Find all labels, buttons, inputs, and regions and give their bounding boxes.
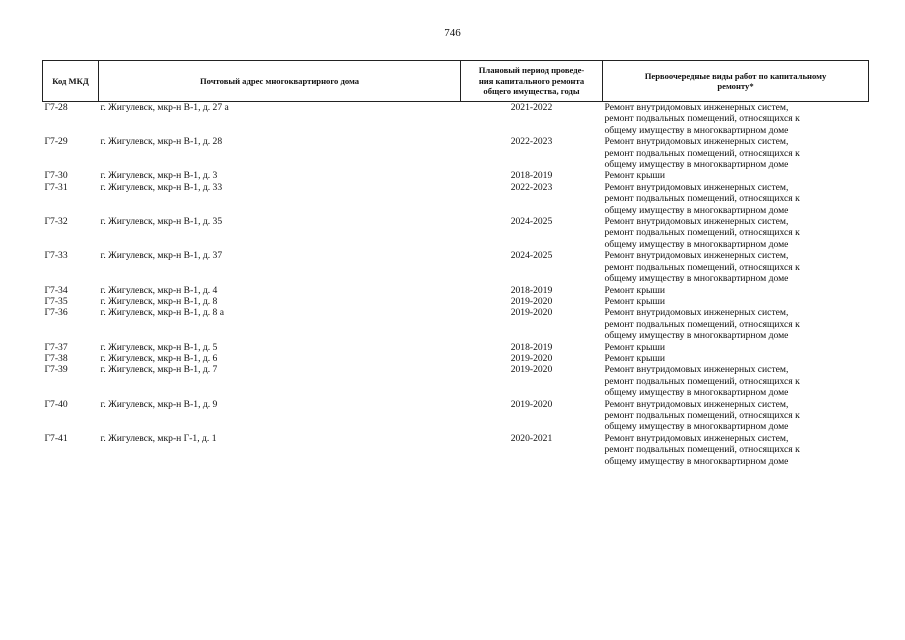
works-line: Ремонт внутридомовых инженерных систем,: [604, 216, 789, 228]
cell-address: г. Жигулевск, мкр-н В-1, д. 5: [100, 341, 218, 353]
table-row: [43, 353, 869, 364]
cell-address: г. Жигулевск, мкр-н В-1, д. 9: [100, 398, 218, 410]
cell-code: Г7-38: [44, 352, 68, 364]
table-row: [43, 307, 869, 341]
cell-address: г. Жигулевск, мкр-н В-1, д. 35: [100, 216, 223, 228]
header-period-line: общего имущества, годы: [483, 86, 580, 97]
works-line: Ремонт крыши: [604, 284, 665, 296]
works-line: общему имуществу в многоквартирном доме: [604, 387, 789, 399]
cell-works: [603, 182, 869, 216]
works-line: Ремонт внутридомовых инженерных систем,: [604, 364, 789, 376]
works-line: Ремонт крыши: [604, 170, 665, 182]
table-row: [43, 216, 869, 250]
cell-address: г. Жигулевск, мкр-н В-1, д. 8 а: [100, 307, 224, 319]
cell-works: [603, 216, 869, 250]
works-line: общему имуществу в многоквартирном доме: [604, 124, 789, 136]
header-works-line: Первоочередные виды работ по капитальному: [644, 70, 827, 81]
table-row: [43, 342, 869, 353]
works-line: Ремонт крыши: [604, 352, 665, 364]
table-row: [43, 170, 869, 181]
header-period-line: Плановый период проведе-: [478, 65, 585, 76]
cell-period: 2019-2020: [510, 364, 553, 376]
table-row: [43, 399, 869, 433]
cell-period: 2019-2020: [510, 307, 553, 319]
works-line: Ремонт внутридомовых инженерных систем,: [604, 181, 789, 193]
cell-code: Г7-40: [44, 398, 68, 410]
cell-address: г. Жигулевск, мкр-н В-1, д. 7: [100, 364, 218, 376]
page-number: 746: [444, 27, 461, 39]
works-line: ремонт подвальных помещений, относящихся к: [604, 147, 800, 159]
cell-code: Г7-31: [44, 181, 68, 193]
cell-address: г. Жигулевск, мкр-н В-1, д. 27 а: [100, 102, 229, 113]
works-line: Ремонт внутридомовых инженерных систем,: [604, 307, 789, 319]
cell-code: Г7-28: [44, 102, 68, 113]
table-row: [43, 102, 869, 137]
cell-works: [603, 353, 869, 364]
cell-address: г. Жигулевск, мкр-н В-1, д. 37: [100, 250, 223, 262]
cell-period: 2024-2025: [510, 250, 553, 262]
cell-works: [603, 307, 869, 341]
works-line: общему имуществу в многоквартирном доме: [604, 273, 789, 285]
table-row: [43, 250, 869, 284]
works-line: Ремонт внутридомовых инженерных систем,: [604, 102, 789, 113]
cell-code: Г7-30: [44, 170, 68, 182]
works-line: ремонт подвальных помещений, относящихся к: [604, 375, 800, 387]
works-line: Ремонт внутридомовых инженерных систем,: [604, 398, 789, 410]
cell-period: 2019-2020: [510, 398, 553, 410]
header-works: [603, 61, 869, 102]
table-row: [43, 296, 869, 307]
header-period-line: ния капитального ремонта: [478, 75, 585, 86]
cell-period: 2018-2019: [510, 341, 553, 353]
cell-period: 2022-2023: [510, 181, 553, 193]
cell-code: Г7-34: [44, 284, 68, 296]
table-row: [43, 285, 869, 296]
cell-works: [603, 250, 869, 284]
cell-code: Г7-33: [44, 250, 68, 262]
cell-works: [603, 136, 869, 170]
cell-period: 2022-2023: [510, 136, 553, 148]
table-row: [43, 364, 869, 398]
cell-period: 2019-2020: [510, 295, 553, 307]
cell-period: 2020-2021: [510, 432, 553, 444]
works-line: общему имуществу в многоквартирном доме: [604, 204, 789, 216]
works-line: ремонт подвальных помещений, относящихся к: [604, 409, 800, 421]
header-address: Почтовый адрес многоквартирного дома: [99, 61, 461, 102]
table-row: [43, 182, 869, 216]
cell-works: [603, 170, 869, 181]
works-line: Ремонт крыши: [604, 341, 665, 353]
header-works-line: ремонту*: [717, 81, 754, 91]
cell-period: 2024-2025: [510, 216, 553, 228]
cell-code: Г7-35: [44, 295, 68, 307]
table-header: [43, 61, 869, 102]
cell-address: г. Жигулевск, мкр-н В-1, д. 4: [100, 284, 218, 296]
cell-works: [603, 364, 869, 398]
cell-period: 2021-2022: [510, 102, 553, 113]
works-line: ремонт подвальных помещений, относящихся к: [604, 113, 800, 125]
works-line: общему имуществу в многоквартирном доме: [604, 455, 789, 467]
works-line: Ремонт внутридомовых инженерных систем,: [604, 136, 789, 148]
table-body: [43, 102, 869, 468]
cell-code: Г7-32: [44, 216, 68, 228]
cell-works: [603, 285, 869, 296]
works-line: ремонт подвальных помещений, относящихся к: [604, 444, 800, 456]
cell-period: 2018-2019: [510, 170, 553, 182]
cell-works: [603, 433, 869, 467]
header-period: [461, 61, 603, 102]
table-row: [43, 433, 869, 467]
cell-period: 2019-2020: [510, 352, 553, 364]
works-line: ремонт подвальных помещений, относящихся к: [604, 193, 800, 205]
cell-works: [603, 102, 869, 137]
cell-address: г. Жигулевск, мкр-н В-1, д. 6: [100, 352, 218, 364]
cell-code: Г7-39: [44, 364, 68, 376]
cell-code: Г7-29: [44, 136, 68, 148]
cell-period: 2018-2019: [510, 284, 553, 296]
works-line: общему имуществу в многоквартирном доме: [604, 421, 789, 433]
cell-code: Г7-41: [44, 432, 68, 444]
table-row: [43, 136, 869, 170]
cell-address: г. Жигулевск, мкр-н Г-1, д. 1: [100, 432, 217, 444]
works-line: ремонт подвальных помещений, относящихся к: [604, 318, 800, 330]
cell-code: Г7-36: [44, 307, 68, 319]
works-line: Ремонт внутридомовых инженерных систем,: [604, 432, 789, 444]
cell-code: Г7-37: [44, 341, 68, 353]
cell-works: [603, 399, 869, 433]
cell-address: г. Жигулевск, мкр-н В-1, д. 33: [100, 181, 223, 193]
works-line: общему имуществу в многоквартирном доме: [604, 330, 789, 342]
cell-address: г. Жигулевск, мкр-н В-1, д. 3: [100, 170, 218, 182]
works-line: общему имуществу в многоквартирном доме: [604, 238, 789, 250]
cell-address: г. Жигулевск, мкр-н В-1, д. 28: [100, 136, 223, 148]
works-line: Ремонт внутридомовых инженерных систем,: [604, 250, 789, 262]
works-line: общему имуществу в многоквартирном доме: [604, 159, 789, 171]
capital-repair-table: [42, 60, 869, 467]
cell-works: [603, 342, 869, 353]
works-line: ремонт подвальных помещений, относящихся к: [604, 261, 800, 273]
works-line: Ремонт крыши: [604, 295, 665, 307]
cell-address: г. Жигулевск, мкр-н В-1, д. 8: [100, 295, 218, 307]
cell-works: [603, 296, 869, 307]
header-code: Код МКД: [43, 61, 99, 102]
works-line: ремонт подвальных помещений, относящихся к: [604, 227, 800, 239]
